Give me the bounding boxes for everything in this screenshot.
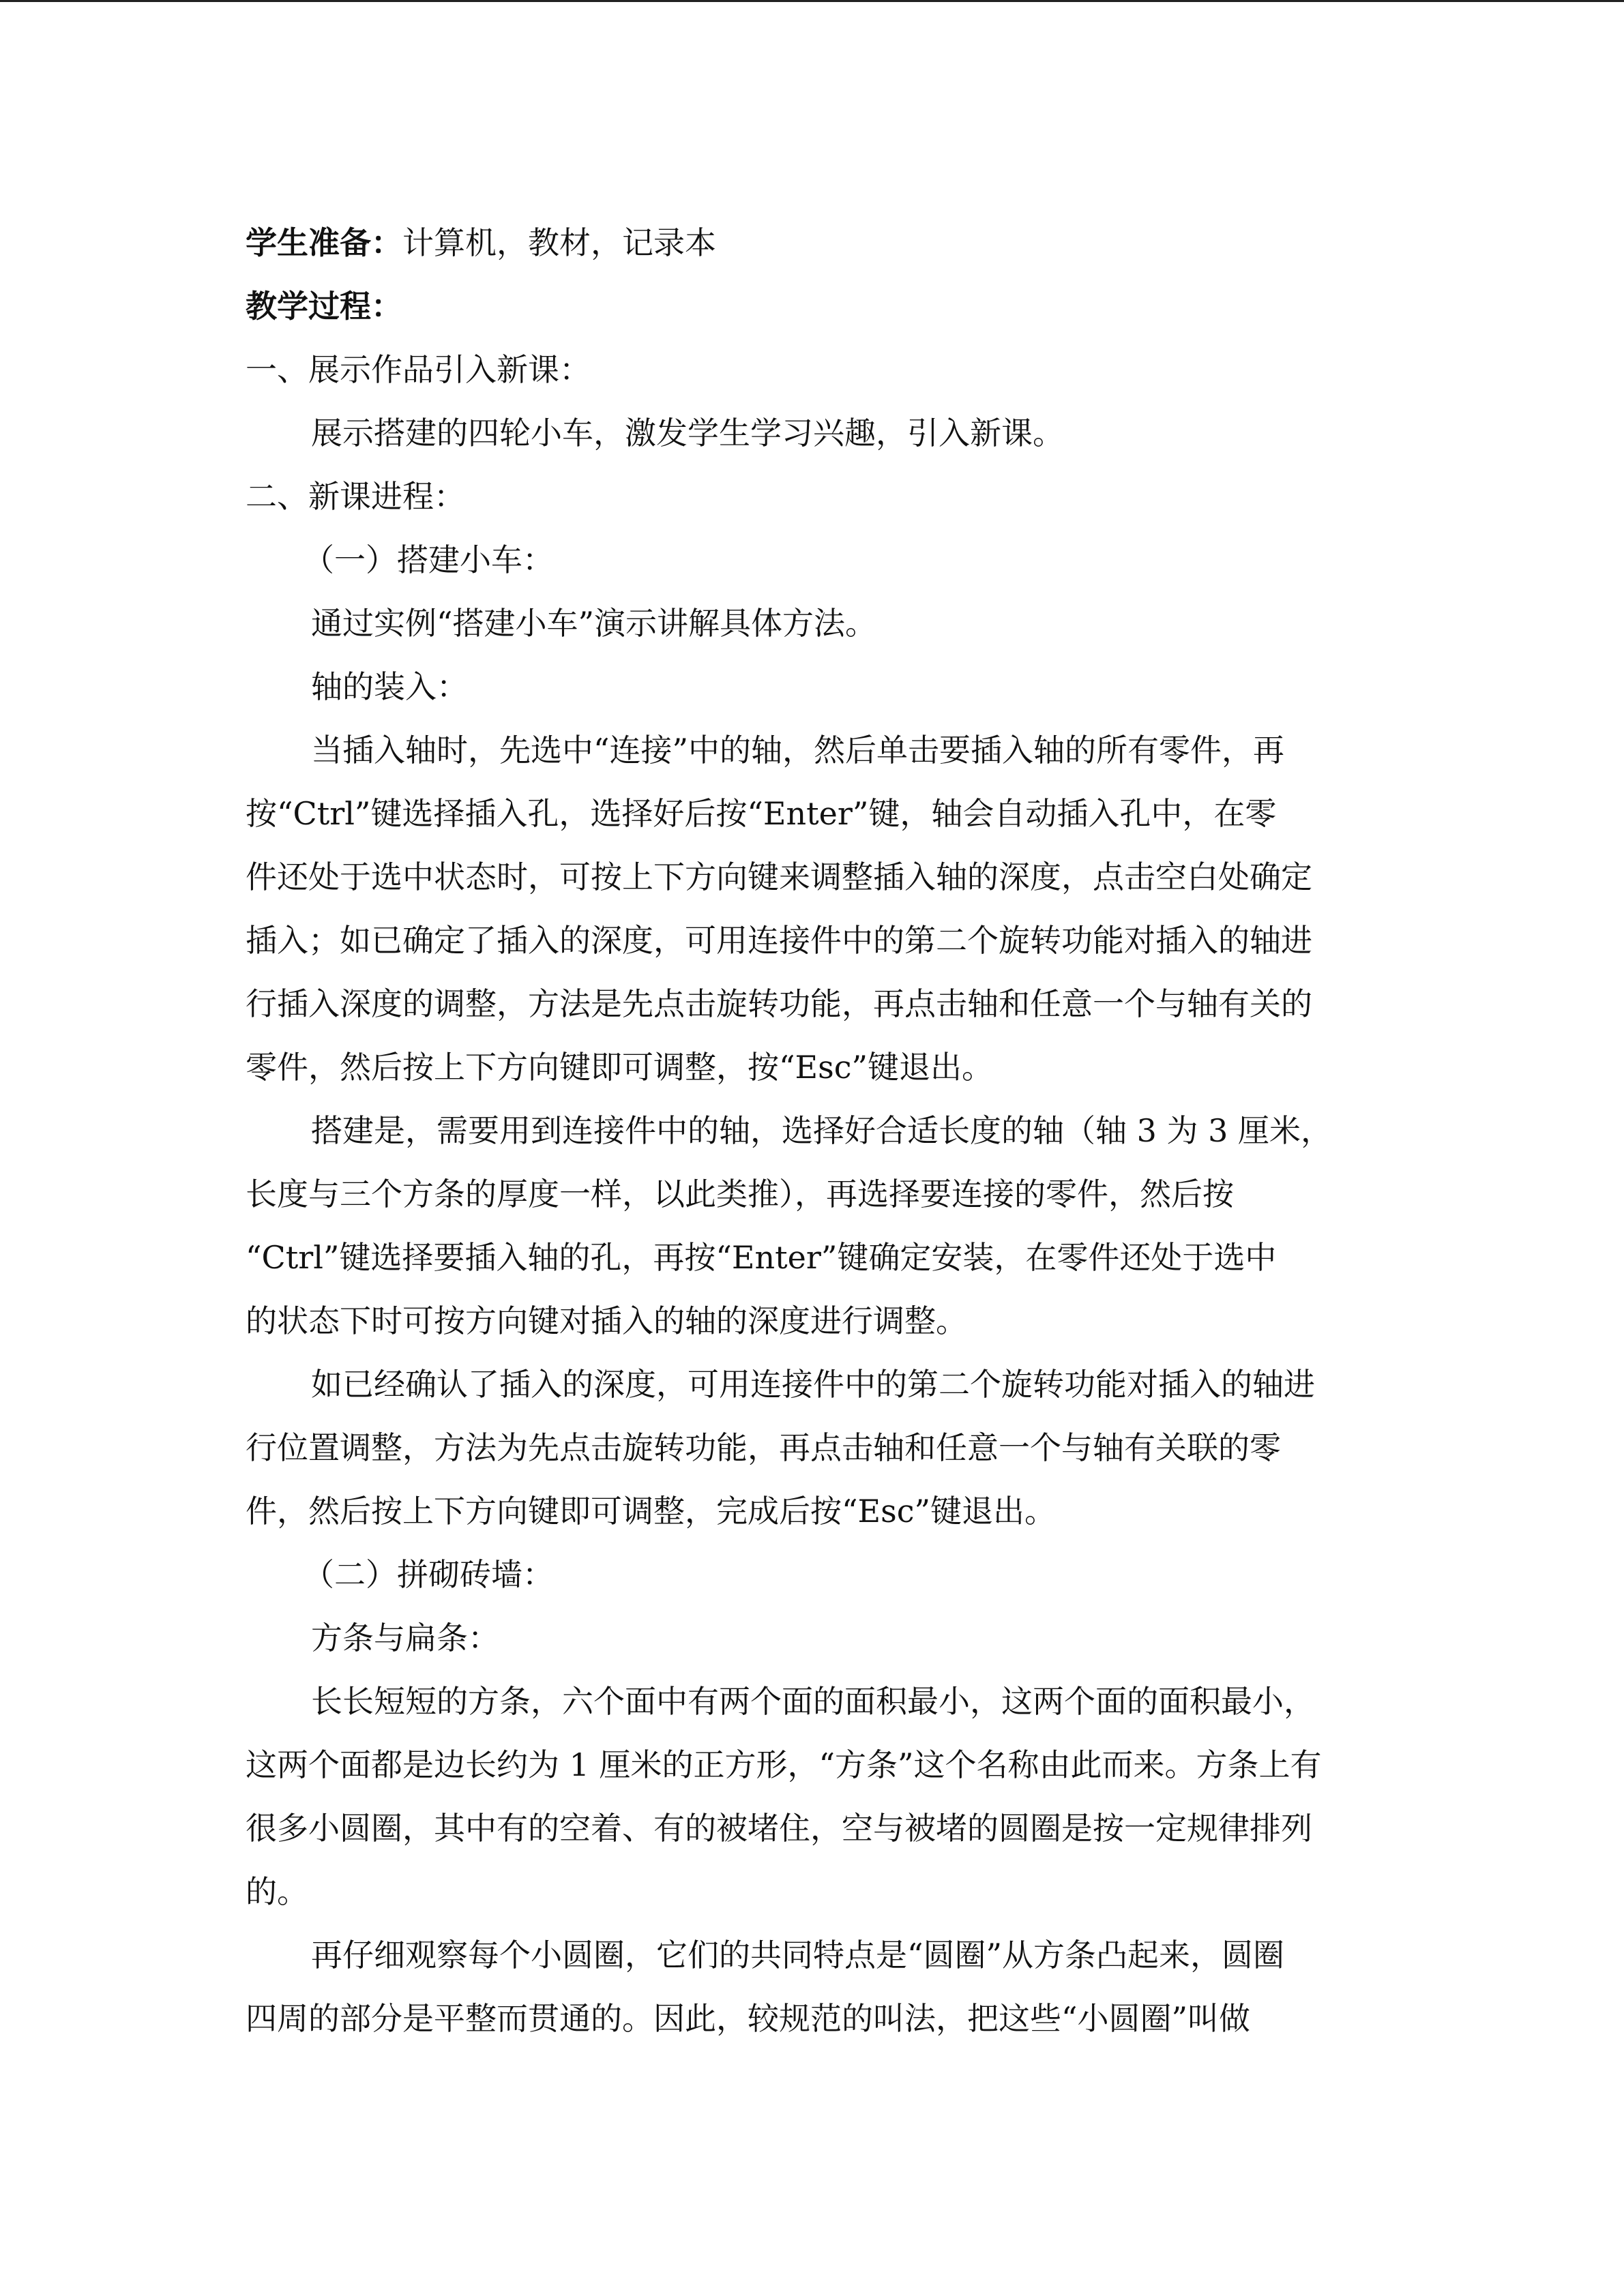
text-line: 这两个面都是边长约为 1 厘米的正方形，“方条”这个名称由此而来。方条上有	[246, 1746, 1322, 1783]
text-line: 的状态下时可按方向键对插入的轴的深度进行调整。	[246, 1302, 967, 1339]
text-line: 的。	[246, 1873, 308, 1910]
student-prep-value: 计算机，教材，记录本	[402, 224, 716, 261]
section-1-title: 一、展示作品引入新课：	[246, 351, 591, 388]
subsection-1-title: （一）搭建小车：	[303, 541, 554, 578]
text-line: 如已经确认了插入的深度，可用连接件中的第二个旋转功能对插入的轴进	[311, 1366, 1315, 1403]
axle-insert-heading: 轴的装入：	[311, 668, 468, 705]
paragraph-circles	[246, 1924, 1378, 2051]
text-line: 长长短短的方条，六个面中有两个面的面积最小，这两个面的面积最小，	[311, 1683, 1315, 1720]
section-2-title: 二、新课进程：	[246, 478, 465, 515]
paragraph-axle-insertion	[246, 719, 1378, 1099]
text-line: 行插入深度的调整，方法是先点击旋转功能，再点击轴和任意一个与轴有关的	[246, 985, 1312, 1022]
text-line: 件还处于选中状态时，可按上下方向键来调整插入轴的深度，点击空白处确定	[246, 859, 1312, 895]
subsection-2-title: （二）拼砌砖墙：	[303, 1556, 554, 1593]
page-top-border	[0, 0, 1624, 2]
bars-heading: 方条与扁条：	[311, 1620, 499, 1656]
text-line: 按“Ctrl”键选择插入孔，选择好后按“Enter”键，轴会自动插入孔中，在零	[246, 795, 1277, 832]
text-line: 行位置调整，方法为先点击旋转功能，再点击轴和任意一个与轴有关联的零	[246, 1429, 1281, 1466]
text-line: 零件，然后按上下方向键即可调整，按“Esc”键退出。	[246, 1049, 993, 1086]
text-line: “Ctrl”键选择要插入轴的孔，再按“Enter”键确定安装，在零件还处于选中	[246, 1239, 1277, 1276]
paragraph-building	[246, 1099, 1378, 1353]
text-line: 当插入轴时，先选中“连接”中的轴，然后单击要插入轴的所有零件，再	[311, 732, 1285, 769]
text-line: 插入；如已确定了插入的深度，可用连接件中的第二个旋转功能对插入的轴进	[246, 922, 1312, 959]
text-line: 搭建是，需要用到连接件中的轴，选择好合适长度的轴（轴 3 为 3 厘米，	[311, 1112, 1333, 1149]
subsection-1-intro: 通过实例“搭建小车”演示讲解具体方法。	[311, 605, 877, 642]
text-line: 长度与三个方条的厚度一样，以此类推），再选择要连接的零件，然后按	[246, 1176, 1234, 1212]
text-line: 很多小圆圈，其中有的空着、有的被堵住，空与被堵的圆圈是按一定规律排列	[246, 1810, 1312, 1847]
student-prep-line	[246, 211, 1378, 275]
text-line: 四周的部分是平整而贯通的。因此，较规范的叫法，把这些“小圆圈”叫做	[246, 2000, 1251, 2037]
paragraph-square-bars	[246, 1670, 1378, 1924]
paragraph-depth-adjust	[246, 1353, 1378, 1543]
student-prep-label: 学生准备：	[246, 224, 402, 261]
document-page	[246, 211, 1378, 2051]
teaching-process-heading: 教学过程：	[246, 288, 402, 325]
text-line: 件，然后按上下方向键即可调整，完成后按“Esc”键退出。	[246, 1493, 1056, 1530]
text-line: 再仔细观察每个小圆圈，它们的共同特点是“圆圈”从方条凸起来，圆圈	[311, 1937, 1285, 1973]
section-1-paragraph: 展示搭建的四轮小车，激发学生学习兴趣，引入新课。	[311, 415, 1064, 451]
